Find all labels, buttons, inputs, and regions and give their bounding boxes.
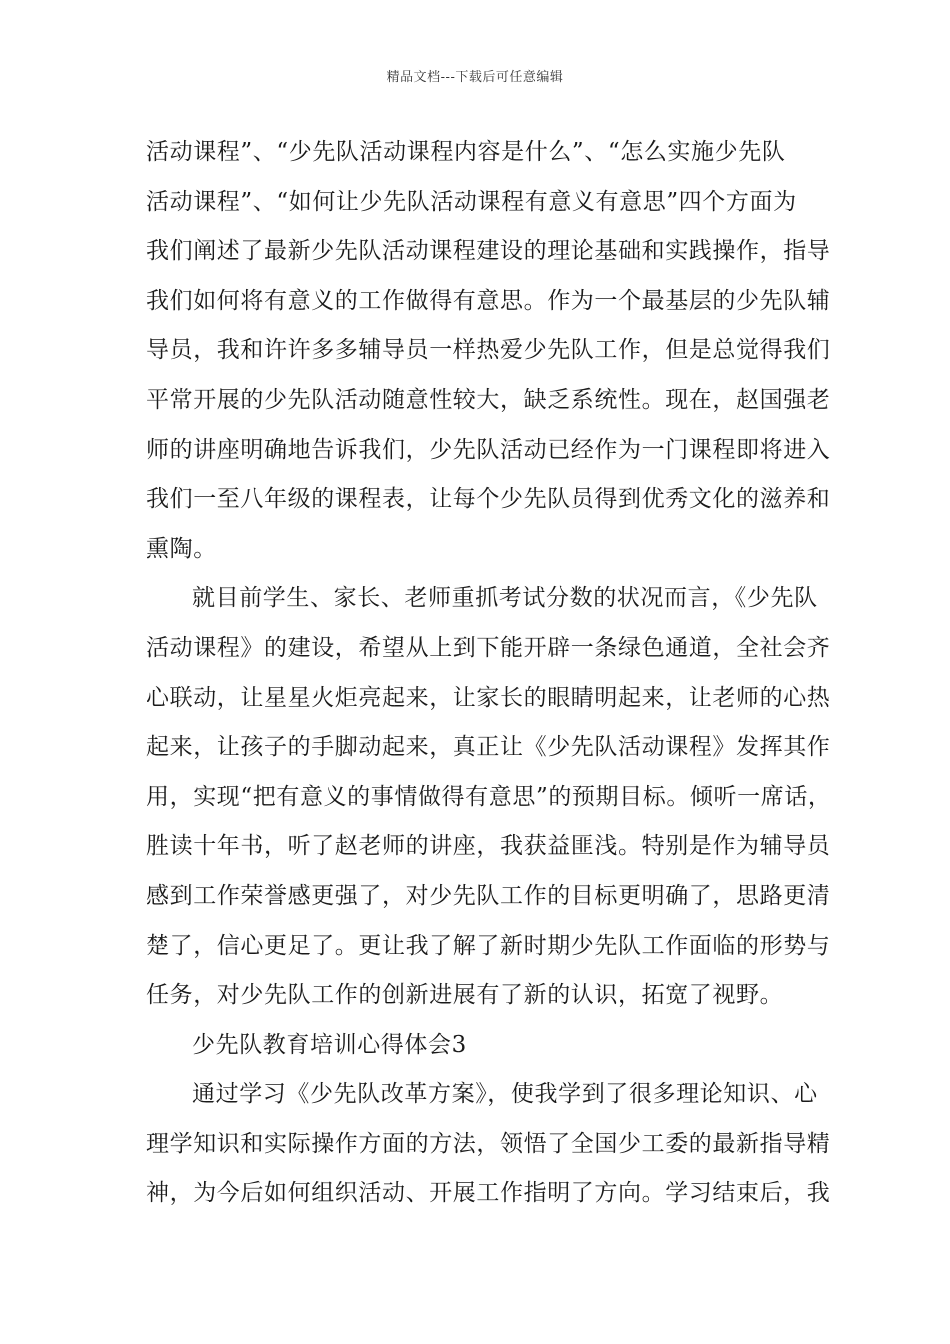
text-line: 神，为今后如何组织活动、开展工作指明了方向。学习结束后，我: [146, 1180, 831, 1207]
paragraph-start-line: 通过学习《少先队改革方案》，使我学到了很多理论知识、心: [192, 1081, 818, 1108]
text-line: 活动课程》的建设，希望从上到下能开辟一条绿色通道，全社会齐: [146, 634, 831, 661]
text-line: 活动课程”、“少先队活动课程内容是什么”、“怎么实施少先队: [146, 139, 786, 165]
text-line: 楚了，信心更足了。更让我了解了新时期少先队工作面临的形势与: [146, 932, 831, 959]
text-line: 感到工作荣誉感更强了，对少先队工作的目标更明确了，思路更清: [146, 882, 831, 909]
document-body: [146, 128, 832, 1219]
text-line: 平常开展的少先队活动随意性较大，缺乏系统性。现在，赵国强老: [146, 386, 831, 413]
text-line: 我们如何将有意义的工作做得有意思。作为一个最基层的少先队辅: [146, 287, 831, 314]
text-line: 导员，我和许许多多辅导员一样热爱少先队工作，但是总觉得我们: [146, 337, 831, 364]
text-line: 用，实现“把有意义的事情做得有意思”的预期目标。倾听一席话，: [146, 783, 832, 810]
text-line: 胜读十年书，听了赵老师的讲座，我获益匪浅。特别是作为辅导员: [146, 833, 831, 860]
section-heading: 少先队教育培训心得体会3: [192, 1031, 467, 1058]
text-line: 熏陶。: [146, 535, 217, 562]
text-line: 任务，对少先队工作的创新进展有了新的认识，拓宽了视野。: [146, 982, 784, 1009]
text-line: 理学知识和实际操作方面的方法，领悟了全国少工委的最新指导精: [146, 1130, 831, 1157]
text-line: 师的讲座明确地告诉我们，少先队活动已经作为一门课程即将进入: [146, 436, 831, 463]
text-line: 心联动，让星星火炬亮起来，让家长的眼睛明起来，让老师的心热: [146, 684, 831, 711]
paragraph-start-line: 就目前学生、家长、老师重抓考试分数的状况而言，《少先队: [192, 585, 818, 612]
page-header: 精品文档---下载后可任意编辑: [386, 70, 564, 85]
text-line: 起来，让孩子的手脚动起来，真正让《少先队活动课程》发挥其作: [146, 734, 831, 761]
text-line: 我们一至八年级的课程表，让每个少先队员得到优秀文化的滋养和: [146, 486, 831, 513]
text-line: 活动课程”、“如何让少先队活动课程有意义有意思”四个方面为: [146, 188, 797, 215]
text-line: 我们阐述了最新少先队活动课程建设的理论基础和实践操作，指导: [146, 238, 831, 265]
